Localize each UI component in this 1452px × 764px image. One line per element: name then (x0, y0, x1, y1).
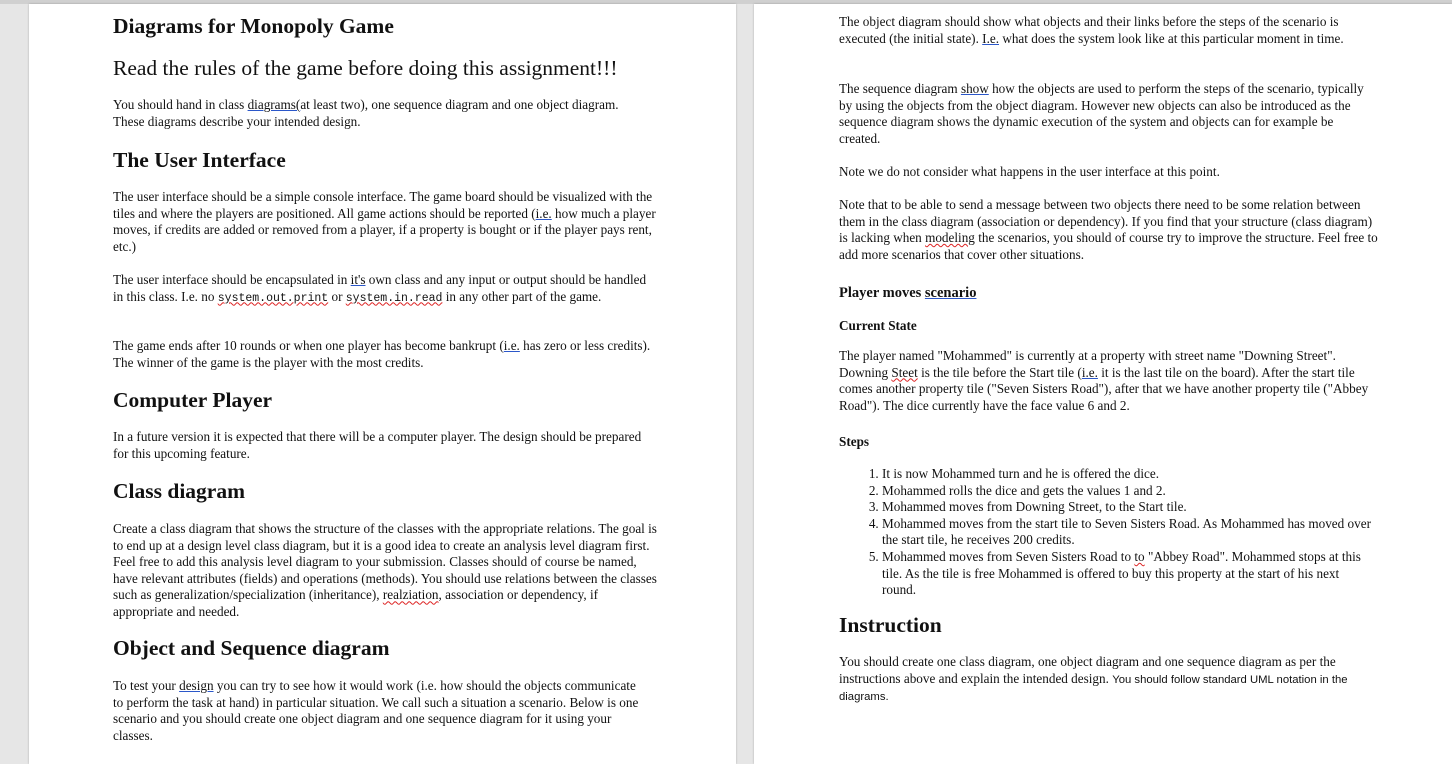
heading-player-moves-scenario: Player moves scenario (839, 285, 977, 301)
current-state-paragraph: The player named "Mohammed" is currently at a property with street name "Downing Street". Downing Steet is the tile before the Start tile (i.e. it is the last tile on the board). After the start tile comes another property tile ("Seven Sisters Road"), after that we have another property tile ("Abbey Road"). The dice currently have the face value 6 and 2. (839, 348, 1369, 413)
intro-paragraph: You should hand in class diagrams(at least two), one sequence diagram and one object diagram. These diagrams describe your intended design. (113, 97, 619, 129)
note-relation-paragraph: Note that to be able to send a message between two objects there need to be some relation between them in the class diagram (association or dependency). If you find that your structure (class diagram) is lacking when modeling the scenarios, you should of course try to improve the structure. Feel free to add more scenarios that cover other situations. (839, 197, 1378, 262)
document-page-right[interactable] (754, 4, 1452, 764)
heading-steps: Steps (839, 434, 870, 449)
document-title: Diagrams for Monopoly Game (113, 14, 394, 38)
ui-paragraph-2: The user interface should be encapsulated in it's own class and any input or output should be handled in this class. I.e. no system.out.print or system.in.read in any other part of the game. (113, 272, 647, 305)
class-diagram-paragraph: Create a class diagram that shows the structure of the classes with the appropriate relations. The goal is to end up at a design level class diagram, but it is a good idea to create an analysis level diagram first. Feel free to add this analysis level diagram to your submission. Classes should of course be named, have relevant attributes (fields) and operations (methods). You should use relations between the classes such as generalization/specialization (inheritance), realziation, association or dependency, if appropriate and needed. (113, 521, 657, 619)
ui-paragraph-1: The user interface should be a simple console interface. The game board should be visualized with the tiles and where the players are positioned. All game actions should be reported (i.e. how much a player moves, if credits are added or removed from a player, if a property is bought or if the player pays rent, etc.) (113, 189, 656, 254)
ui-paragraph-3: The game ends after 10 rounds or when one player has become bankrupt (i.e. has zero or less credits). The winner of the game is the player with the most credits. (113, 338, 651, 370)
steps-list (839, 466, 1374, 599)
heading-user-interface: The User Interface (113, 148, 286, 172)
heading-computer-player: Computer Player (113, 388, 273, 412)
object-diagram-paragraph: The object diagram should show what objects and their links before the steps of the scenario is executed (the initial state). I.e. what does the system look like at this particular moment in time. (839, 14, 1344, 46)
sequence-diagram-paragraph: The sequence diagram show how the objects are used to perform the steps of the scenario, typically by using the objects from the object diagram. However new objects can also be introduced as the sequence diagram shows the dynamic execution of the system and objects can for example be created. (839, 81, 1364, 146)
lead-statement: Read the rules of the game before doing this assignment!!! (113, 56, 618, 80)
instruction-paragraph: You should create one class diagram, one object diagram and one sequence diagram as per the instructions above and explain the intended design. You should follow standard UML notation in the diagrams. (839, 654, 1348, 704)
step-item-3: 3. Mohammed moves from Downing Street, to the Start tile. (882, 499, 1374, 516)
heading-class-diagram: Class diagram (113, 479, 245, 503)
computer-player-paragraph: In a future version it is expected that there will be a computer player. The design should be prepared for this upcoming feature. (113, 429, 642, 461)
heading-object-sequence: Object and Sequence diagram (113, 636, 390, 660)
step-item-2: 2. Mohammed rolls the dice and gets the values 1 and 2. (882, 483, 1374, 500)
note-ui-paragraph: Note we do not consider what happens in the user interface at this point. (839, 164, 1220, 179)
heading-current-state: Current State (839, 318, 917, 333)
object-sequence-paragraph: To test your design you can try to see how it would work (i.e. how should the objects communicate to perform the task at hand) in particular situation. We call such a situation a scenario. Below is one scenario and you should create one object diagram and one sequence diagram for it using your classes. (113, 678, 639, 743)
document-page-left[interactable] (29, 4, 736, 764)
step-item-5: 5. Mohammed moves from Seven Sisters Road to to "Abbey Road". Mohammed stops at this tile. As the tile is free Mohammed is offered to buy this property at the start of his next round. (882, 549, 1374, 599)
heading-instruction: Instruction (839, 613, 942, 637)
step-item-1: 1. It is now Mohammed turn and he is offered the dice. (882, 466, 1374, 483)
step-item-4: 4. Mohammed moves from the start tile to Seven Sisters Road. As Mohammed has moved over the start tile, he receives 200 credits. (882, 516, 1374, 549)
